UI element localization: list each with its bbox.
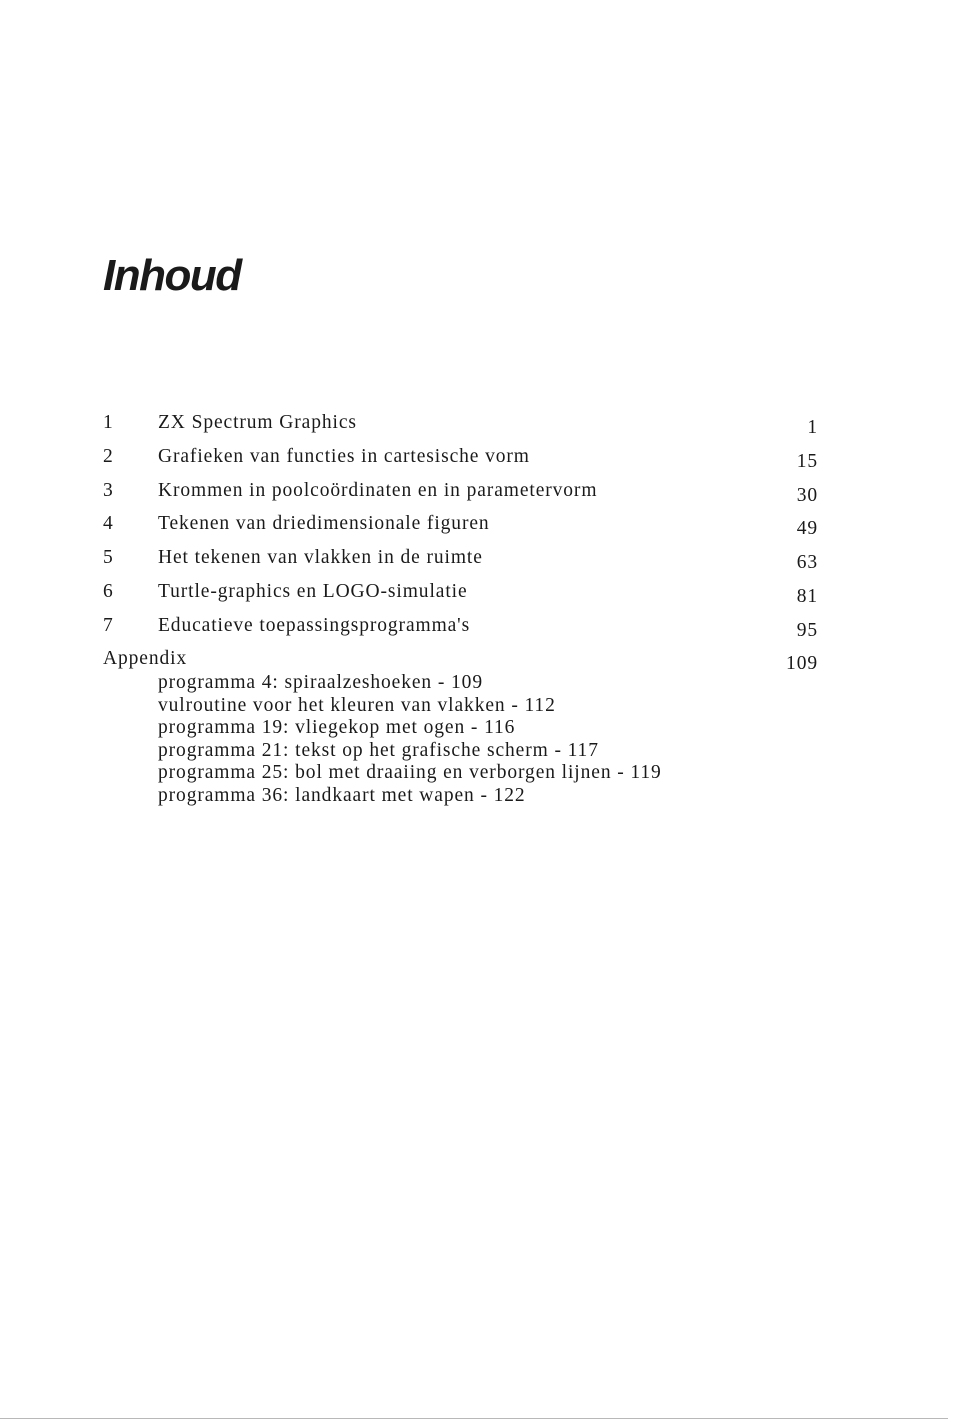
table-of-contents bbox=[0, 412, 970, 649]
appendix-item: programma 25: bol met draaiing en verborgen lijnen - 119 bbox=[158, 762, 662, 784]
chapter-title: Krommen in poolcoördinaten en in parametervorm bbox=[158, 479, 598, 501]
chapter-title: Grafieken van functies in cartesische vorm bbox=[158, 445, 530, 467]
chapter-number: 7 bbox=[103, 614, 114, 636]
toc-entry-4 bbox=[0, 513, 970, 547]
appendix-item: programma 4: spiraalzeshoeken - 109 bbox=[158, 672, 483, 693]
appendix-list bbox=[158, 672, 662, 808]
toc-entry-5 bbox=[0, 547, 970, 581]
chapter-number: 1 bbox=[103, 412, 114, 433]
chapter-number: 6 bbox=[103, 580, 114, 602]
appendix-entry bbox=[0, 648, 970, 672]
page-number: 49 bbox=[796, 518, 818, 540]
chapter-number: 3 bbox=[103, 479, 114, 501]
page-number: 63 bbox=[796, 552, 818, 574]
chapter-number: 2 bbox=[103, 445, 114, 467]
chapter-title: Turtle-graphics en LOGO-simulatie bbox=[158, 580, 468, 602]
appendix-item: programma 21: tekst op het grafische scherm - 117 bbox=[158, 739, 599, 761]
toc-entry-2 bbox=[0, 446, 970, 480]
page-number: 30 bbox=[796, 484, 818, 506]
chapter-title: Tekenen van driedimensionale figuren bbox=[158, 513, 490, 535]
appendix-item: vulroutine voor het kleuren van vlakken - 112 bbox=[158, 694, 556, 716]
appendix-section bbox=[0, 648, 970, 806]
page-number: 95 bbox=[796, 619, 818, 641]
page-title: Inhoud bbox=[103, 251, 241, 300]
page-number: 15 bbox=[796, 450, 818, 472]
chapter-title: Educatieve toepassingsprogramma's bbox=[158, 614, 471, 636]
appendix-item: programma 36: landkaart met wapen - 122 bbox=[158, 784, 526, 806]
chapter-title: ZX Spectrum Graphics bbox=[158, 412, 357, 433]
page-number: 81 bbox=[796, 585, 818, 607]
toc-entry-1 bbox=[0, 412, 970, 446]
appendix-label: Appendix bbox=[103, 648, 188, 669]
toc-entry-6 bbox=[0, 581, 970, 615]
bottom-rule bbox=[0, 1418, 948, 1419]
appendix-item: programma 19: vliegekop met ogen - 116 bbox=[158, 717, 516, 739]
appendix-page-number: 109 bbox=[786, 653, 818, 674]
toc-entry-3 bbox=[0, 480, 970, 514]
chapter-number: 4 bbox=[103, 513, 114, 535]
page-number: 1 bbox=[807, 417, 818, 438]
chapter-title: Het tekenen van vlakken in de ruimte bbox=[158, 547, 483, 569]
chapter-number: 5 bbox=[103, 547, 114, 569]
toc-entry-7 bbox=[0, 615, 970, 649]
